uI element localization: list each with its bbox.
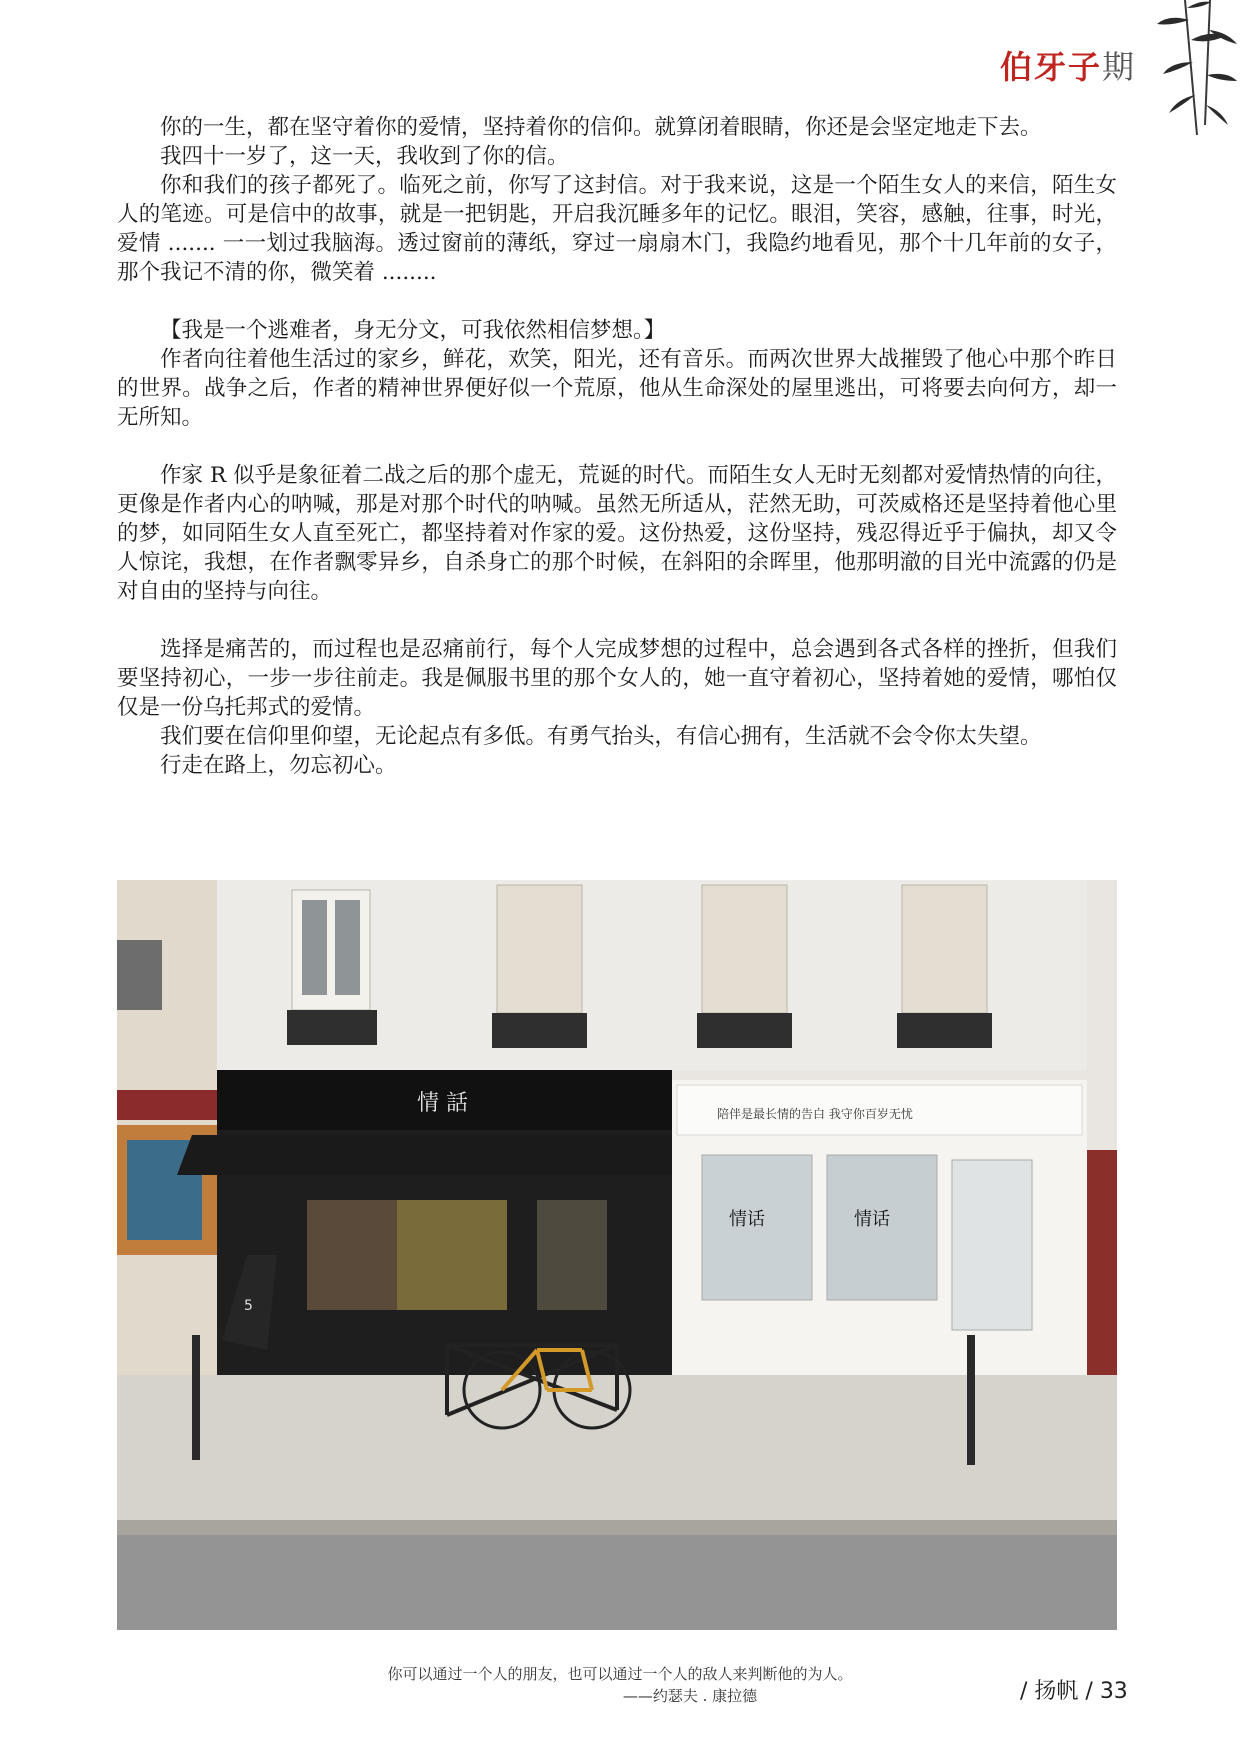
- window-text-left: 情话: [729, 1209, 765, 1230]
- paragraph: 我四十一岁了，这一天，我收到了你的信。: [160, 144, 569, 169]
- paragraph-gap: [117, 287, 1117, 316]
- paragraph: 作家 R 似乎是象征着二战之后的那个虚无，荒诞的时代。而陌生女人无时无刻都对爱情热情的向往，更像是作者内心的呐喊，那是对那个时代的呐喊。虽然无所适从，茫然无助，可茨威格还是坚持着他心里的梦，如同陌生女人直至死亡，都坚持着对作家的爱。这份热爱，这份坚持，残忍得近乎于偏执，却又令人惊诧，我想，在作者飘零异乡，自杀身亡的那个时候，在斜阳的余晖里，他那明澈的目光中流露的仍是对自由的坚持与向往。: [117, 463, 1117, 604]
- shop-sign-right: 陪伴是最长情的告白 我守你百岁无忧: [717, 1107, 913, 1121]
- magazine-logo: [1000, 42, 1136, 88]
- logo-text-grey: 期: [1102, 48, 1137, 86]
- page-number: 33: [1099, 1679, 1128, 1704]
- paragraph: 你的一生，都在坚守着你的爱情，坚持着你的信仰。就算闭着眼睛，你还是会坚定地走下去。: [160, 115, 1042, 140]
- paragraph: 行走在路上，勿忘初心。: [160, 753, 397, 778]
- footer-quote: [320, 1663, 920, 1707]
- shop-front-illustration: [117, 880, 1117, 1630]
- quote-text: 你可以通过一个人的朋友，也可以通过一个人的敌人来判断他的为人。: [387, 1665, 853, 1683]
- article-body: [117, 113, 1117, 780]
- paragraph: 我们要在信仰里仰望，无论起点有多低。有勇气抬头，有信心拥有，生活就不会令你太失望。: [160, 724, 1042, 749]
- shop-sign-left: 情 話: [417, 1091, 468, 1116]
- paragraph: 作者向往着他生活过的家乡，鲜花，欢笑，阳光，还有音乐。而两次世界大战摧毁了他心中那个昨日的世界。战争之后，作者的精神世界便好似一个荒原，他从生命深处的屋里逃出，可将要去向何方，却一无所知。: [117, 347, 1117, 430]
- paragraph-quote: 【我是一个逃难者，身无分文，可我依然相信梦想。】: [160, 318, 666, 343]
- paragraph-gap: [117, 606, 1117, 635]
- paragraph: 你和我们的孩子都死了。临死之前，你写了这封信。对于我来说，这是一个陌生女人的来信，陌生女人的笔迹。可是信中的故事，就是一把钥匙，开启我沉睡多年的记忆。眼泪，笑容，感触，往事，时光，爱情 ....... 一一划过我脑海。透过窗前的薄纸，穿过一扇扇木门，我隐约地看见，那个十几年前的女子，那个我记不清的你，微笑着 ........: [117, 173, 1117, 285]
- page-footer: [1020, 1674, 1128, 1705]
- quote-attribution: ——约瑟夫 . 康拉德: [622, 1687, 758, 1705]
- menu-board-text: 5: [244, 1298, 253, 1314]
- paragraph: 选择是痛苦的，而过程也是忍痛前行，每个人完成梦想的过程中，总会遇到各式各样的挫折，但我们要坚持初心，一步一步往前走。我是佩服书里的那个女人的，她一直守着初心，坚持着她的爱情，哪怕仅仅是一份乌托邦式的爱情。: [117, 637, 1117, 720]
- section-name: / 扬帆 /: [1020, 1679, 1093, 1704]
- window-text-right: 情话: [854, 1209, 890, 1230]
- paragraph-gap: [117, 432, 1117, 461]
- bamboo-decoration-icon: [1155, 0, 1241, 140]
- logo-text-red: 伯牙子: [1000, 48, 1103, 86]
- street-shop-photo: [117, 880, 1117, 1630]
